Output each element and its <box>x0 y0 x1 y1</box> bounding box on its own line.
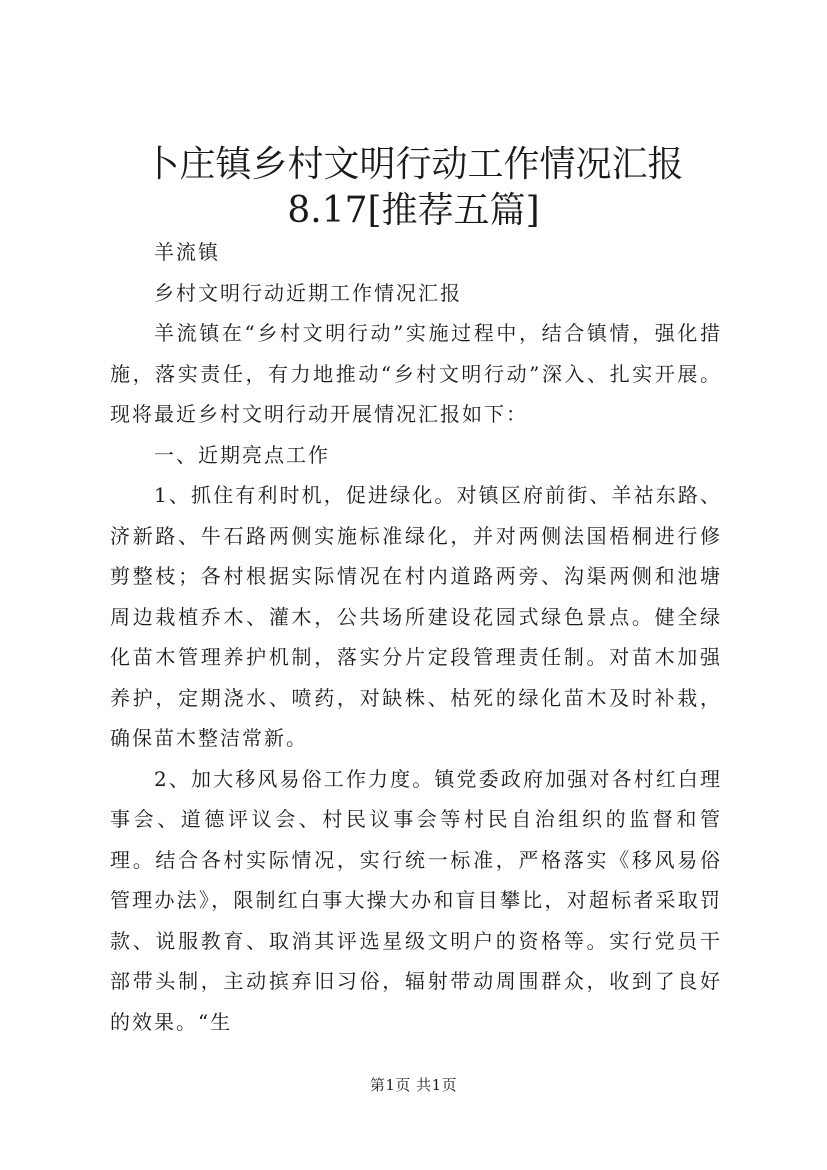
paragraph-town-name: 羊流镇 <box>154 240 220 264</box>
document-body <box>110 232 722 1042</box>
paragraph-item-2: 2、加大移风易俗工作力度。镇党委政府加强对各村红白理事会、道德评议会、村民议事会等村民自治组织的监督和管理。结合各村实际情况，实行统一标准，严格落实《移风易俗管理办法》，限制红白事大操大办和盲目攀比，对超标者采取罚款、说服教育、取消其评选星级文明户的资格等。实行党员干部带头制，主动摈弃旧习俗，辐射带动周围群众，收到了良好的效果。“生 <box>110 766 722 1034</box>
page-footer: 第1页 共1页 <box>369 1076 458 1094</box>
paragraph-item-1: 1、抓住有利时机，促进绿化。对镇区府前街、羊祜东路、济新路、牛石路两侧实施标准绿化，并对两侧法国梧桐进行修剪整枝；各村根据实际情况在村内道路两旁、沟渠两侧和池塘周边栽植乔木、灌木，公共场所建设花园式绿色景点。健全绿化苗木管理养护机制，落实分片定段管理责任制。对苗木加强养护，定期浇水、喷药，对缺株、枯死的绿化苗木及时补栽，确保苗木整洁常新。 <box>110 483 722 750</box>
paragraph-report-subtitle: 乡村文明行动近期工作情况汇报 <box>154 280 462 305</box>
paragraph-intro: 羊流镇在“乡村文明行动”实施过程中，结合镇情，强化措施，落实责任，有力地推动“乡村文明行动”深入、扎实开展。现将最近乡村文明行动开展情况汇报如下： <box>110 321 722 426</box>
document-title: 卜庄镇乡村文明行动工作情况汇报8.17[推荐五篇] <box>143 144 684 231</box>
paragraph-section-heading: 一、近期亮点工作 <box>154 442 330 467</box>
